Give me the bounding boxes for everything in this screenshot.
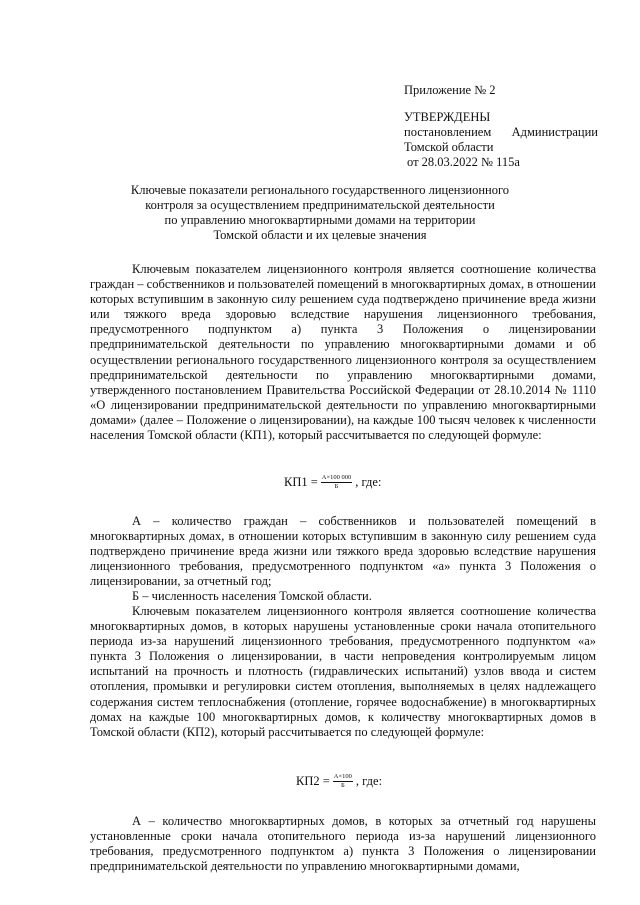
approved-line-3: Томской области [404,140,494,154]
title-line-4: Томской области и их целевые значения [213,228,427,242]
formula-kp2-lhs: КП2 = [296,774,330,788]
formula-kp1-suffix: , где: [355,475,382,489]
title-line-1: Ключевые показатели регионального государственного лицензионного [130,183,510,197]
paragraph-kp1-a: А – количество граждан – собственников и пользователей помещений в многоквартирных домах, в отношении которых вступившим в законную силу решением суда подтверждено причинение вреда жизни или тяжкого вреда здоровью вследствие нарушения лицензионного требования, предусмотренного подпунктом «а» пункта 3 Положения о лицензировании, за отчетный год; [90,514,596,589]
approved-title: УТВЕРЖДЕНЫ [404,110,491,124]
formula-kp1-fraction [321,474,353,491]
approved-line-2-a: постановлением [404,125,492,139]
formula-kp2-numerator: А×100 [333,773,352,780]
approved-line-4: от 28.03.2022 № 115а [407,155,520,169]
approved-line-2 [404,125,598,140]
formula-kp1 [284,474,381,491]
formula-kp2-suffix: , где: [355,774,383,788]
title-line-2: контроля за осуществлением предпринимательской деятельности [145,198,495,212]
document-title [120,183,520,243]
paragraph-kp2-definition: Ключевым показателем лицензионного контроля является соотношение количества многоквартирных домов, в которых нарушены установленные сроки начала отопительного периода из-за нарушений лицензионного требования, предусмотренного подпунктом «а» пункта 3 Положения о лицензировании, в части непроведения контролируемым лицом испытаний на прочность и плотность (гидравлических испытаний) узлов ввода и систем отопления, промывки и регулировки систем отопления, выполняемых в целях надлежащего содержания систем теплоснабжения (отопление, горячее водоснабжение) в многоквартирных домах на каждые 100 многоквартирных домов, к количеству многоквартирных домов в Томской области (КП2), который рассчитывается по следующей формуле: [90,604,596,739]
paragraph-kp1-b: Б – численность населения Томской области. [132,589,372,603]
formula-kp1-denominator: Б [334,483,339,490]
paragraph-kp2-a: А – количество многоквартирных домов, в которых за отчетный год нарушены установленные сроки начала отопительного периода из-за нарушений лицензионного требования, предусмотренного подпунктом а) пункта 3 Положения о лицензировании предпринимательской деятельности по управлению многоквартирными домами, [90,814,596,874]
appendix-number: Приложение № 2 [404,83,496,97]
title-line-3: по управлению многоквартирными домами на территории [164,213,476,227]
approval-block [404,110,598,170]
formula-kp1-numerator: А×100 000 [321,474,352,481]
approved-line-2-b: Администрации [511,125,598,139]
formula-kp2 [296,773,382,790]
formula-kp1-lhs: КП1 = [284,475,318,489]
formula-kp2-denominator: Б [340,782,345,789]
paragraph-kp1-definition: Ключевым показателем лицензионного контроля является соотношение количества граждан – собственников и пользователей помещений в многоквартирных домах, в отношении которых вступившим в законную силу решением суда подтверждено причинение вреда жизни или тяжкого вреда здоровью вследствие нарушения лицензионного требования, предусмотренного подпунктом а) пункта 3 Положения о лицензировании предпринимательской деятельности по управлению многоквартирными домами и об осуществлении регионального государственного лицензионного контроля за осуществлением предпринимательской деятельности по управлению многоквартирными домами, утвержденного постановлением Правительства Российской Федерации от 28.10.2014 № 1110 «О лицензировании предпринимательской деятельности по управлению многоквартирными домами» (далее – Положение о лицензировании), на каждые 100 тысяч человек к численности населения Томской области (КП1), который рассчитывается по следующей формуле: [90,262,596,443]
formula-kp2-fraction [333,773,353,790]
